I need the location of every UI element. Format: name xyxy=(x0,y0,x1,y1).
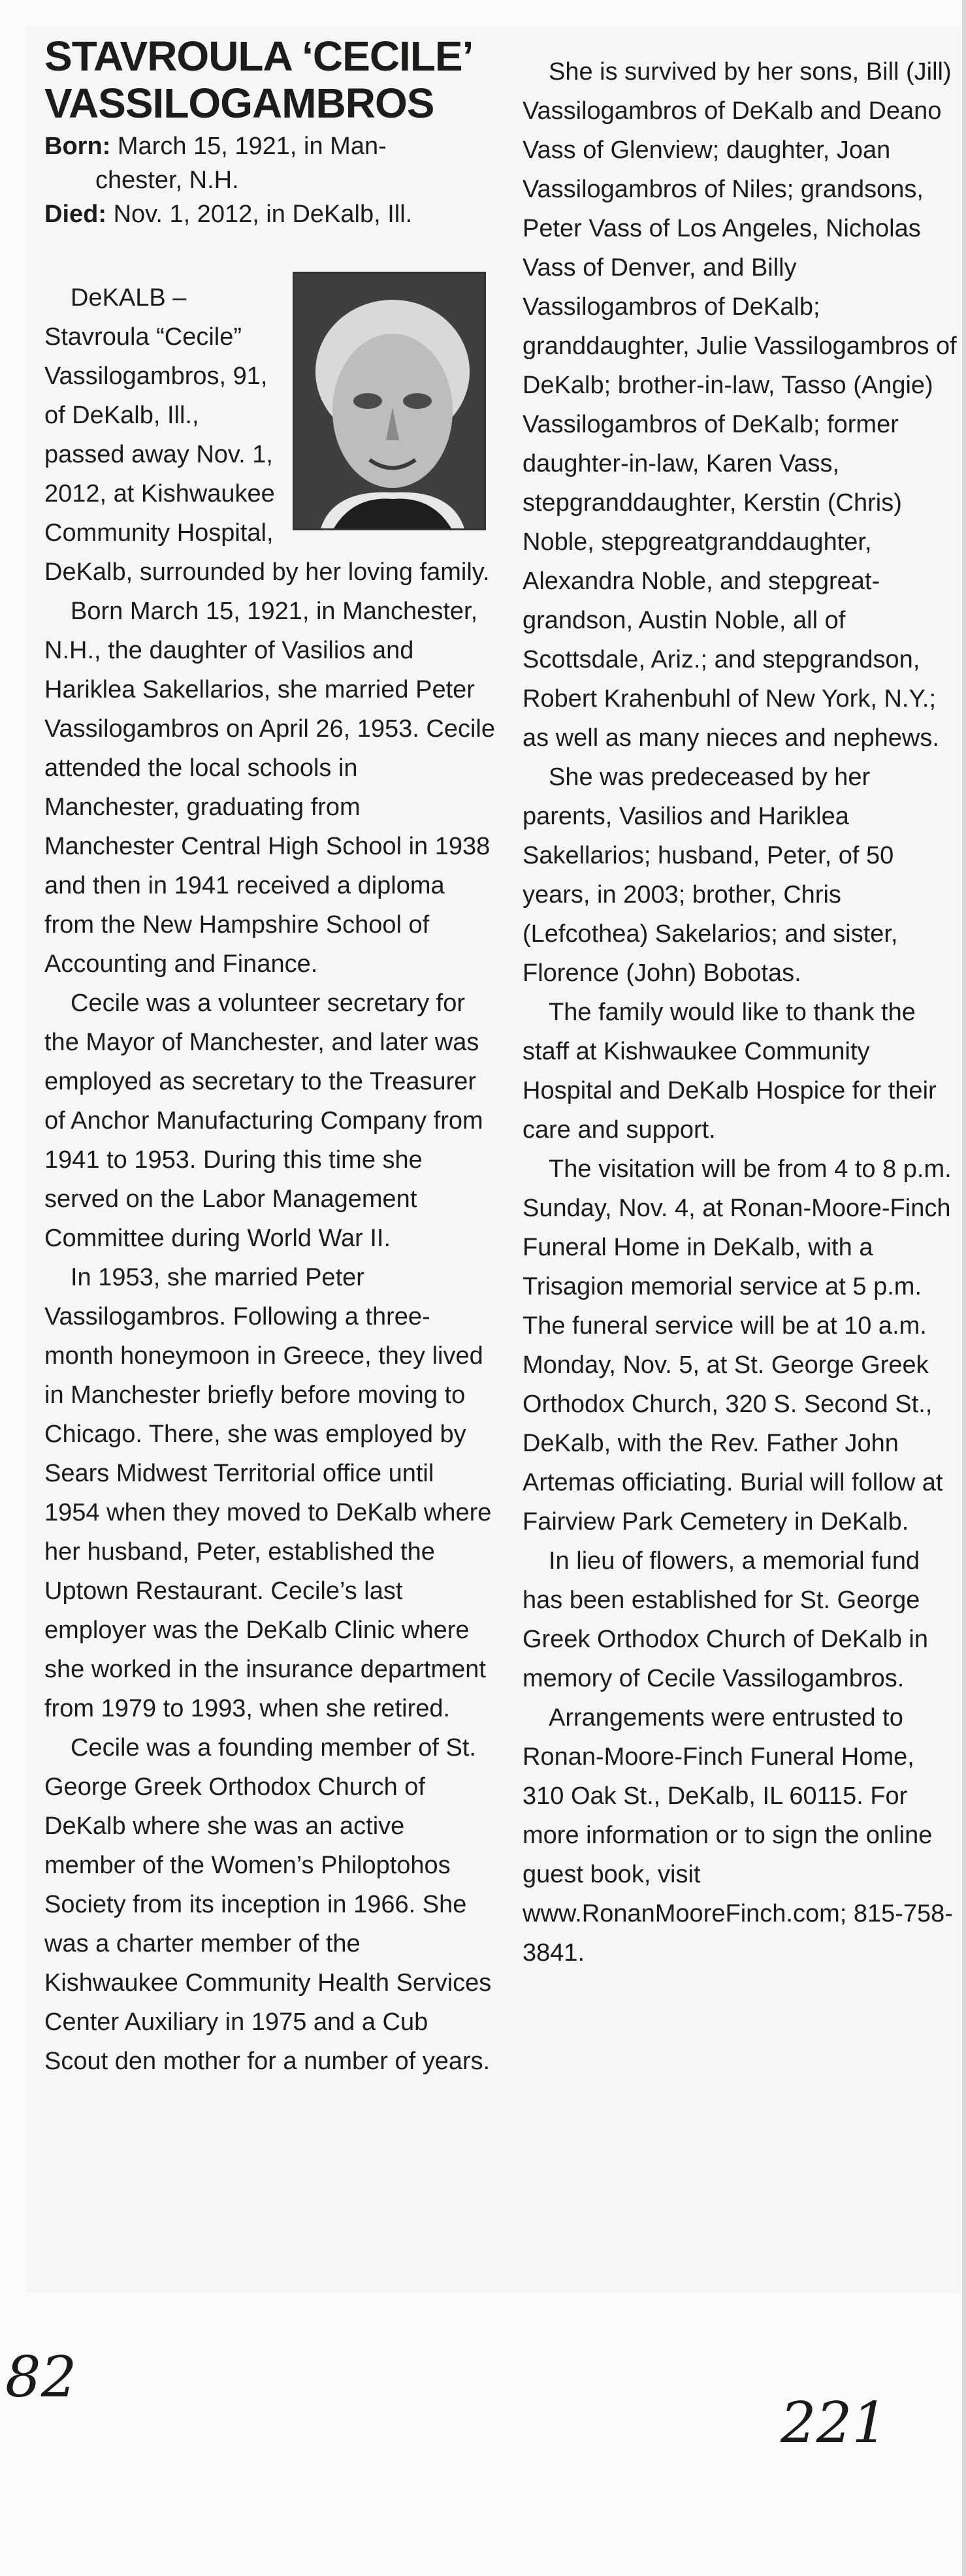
right-paragraph-1: She is survived by her sons, Bill (Jill) Vassilogambros of DeKalb and Deano Vass of Glenview; daughter, Joan Vassilogambros of Niles; grandsons, Peter Vass of Los Angeles, Nicholas Vass of Denver, and Billy Vassilogambros of DeKalb; granddaughter, Julie Vassilogambros of DeKalb; brother-in-law, Tasso (Angie) Vassilogambros of DeKalb; former daughter-in-law, Karen Vass, stepgranddaughter, Kerstin (Chris) Noble, stepgreatgranddaughter, Alexandra Noble, and stepgreat-grandson, Austin Noble, all of Scottsdale, Ariz.; and stepgrandson, Robert Krahenbuhl of New York, N.Y.; as well as many nieces and nephews. xyxy=(523,58,957,752)
right-paragraph-2: She was predeceased by her parents, Vasilios and Hariklea Sakellarios; husband, Peter, of 50 years, in 2003; brother, Chris (Lefcothea) Sakelarios; and sister, Florence (John) Bobotas. xyxy=(523,764,898,987)
left-paragraph-4: In 1953, she married Peter Vassilogambros. Following a three-month honeymoon in Greece, they lived in Manchester briefly before moving to Chicago. There, she was employed by Sears Midwest Territorial office until 1954 when they moved to DeKalb where her husband, Peter, established the Uptown Restaurant. Cecile’s last employer was the DeKalb Clinic where she worked in the insurance department from 1979 to 1993, when she retired. xyxy=(44,1264,492,1722)
left-column xyxy=(44,26,495,2081)
left-paragraph-2: Born March 15, 1921, in Manchester, N.H., the daughter of Vasilios and Hariklea Sakellarios, she married Peter Vassilogambros on April 26, 1953. Cecile attended the local schools in Manchester, graduating from Manchester Central High School in 1938 and then in 1941 received a diploma from the New Hampshire School of Accounting and Finance. xyxy=(44,598,496,978)
right-column xyxy=(523,52,957,1972)
handwritten-page-number-left: 82 xyxy=(5,2345,77,2410)
died-line xyxy=(44,197,495,231)
born-line xyxy=(44,129,495,197)
died-text: Nov. 1, 2012, in DeKalb, Ill. xyxy=(113,201,413,228)
portrait-photo xyxy=(293,272,486,530)
handwritten-page-number-right: 221 xyxy=(781,2391,888,2456)
born-text: March 15, 1921, in Man- xyxy=(117,133,387,160)
left-body xyxy=(44,278,495,2081)
born-text-continued: chester, N.H. xyxy=(95,167,239,194)
right-paragraph-5: In lieu of flowers, a memorial fund has been established for St. George Greek Orthodox Church of DeKalb in memory of Cecile Vassilogambros. xyxy=(523,1547,928,1692)
right-paragraph-6: Arrangements were entrusted to Ronan-Moore-Finch Funeral Home, 310 Oak St., DeKalb, IL 60115. For more information or to sign the online guest book, visit www.RonanMooreFinch.com; 815-758-3841. xyxy=(523,1704,953,1967)
scan-edge xyxy=(962,0,966,2576)
name-line-2: VASSILOGAMBROS xyxy=(44,80,434,127)
born-label: Born: xyxy=(44,133,111,160)
left-paragraph-1: DeKALB – Stavroula “Cecile” Vassilogambros, 91, of DeKalb, Ill., passed away Nov. 1, 2012, at Kishwaukee Community Hospital, DeKalb, surrounded by her loving family. xyxy=(44,284,490,586)
right-paragraph-3: The family would like to thank the staff at Kishwaukee Community Hospital and DeKalb Hospice for their care and support. xyxy=(523,999,937,1144)
name-line-1: STAVROULA ‘CECILE’ xyxy=(44,33,474,80)
left-paragraph-3: Cecile was a volunteer secretary for the Mayor of Manchester, and later was employed as secretary to the Treasurer of Anchor Manufacturing Company from 1941 to 1953. During this time she served on the Labor Management Committee during World War II. xyxy=(44,990,483,1252)
died-label: Died: xyxy=(44,201,106,228)
left-paragraph-5: Cecile was a founding member of St. George Greek Orthodox Church of DeKalb where she was an active member of the Women’s Philoptohos Society from its inception in 1966. She was a charter member of the Kishwaukee Community Health Services Center Auxiliary in 1975 and a Cub Scout den mother for a number of years. xyxy=(44,1734,492,2075)
right-paragraph-4: The visitation will be from 4 to 8 p.m. Sunday, Nov. 4, at Ronan-Moore-Finch Funeral Home in DeKalb, with a Trisagion memorial service at 5 p.m. The funeral service will be at 10 a.m. Monday, Nov. 5, at St. George Greek Orthodox Church, 320 S. Second St., DeKalb, with the Rev. Father John Artemas officiating. Burial will follow at Fairview Park Cemetery in DeKalb. xyxy=(523,1155,952,1536)
obituary-clipping xyxy=(26,26,960,2293)
obituary-name xyxy=(44,33,495,127)
